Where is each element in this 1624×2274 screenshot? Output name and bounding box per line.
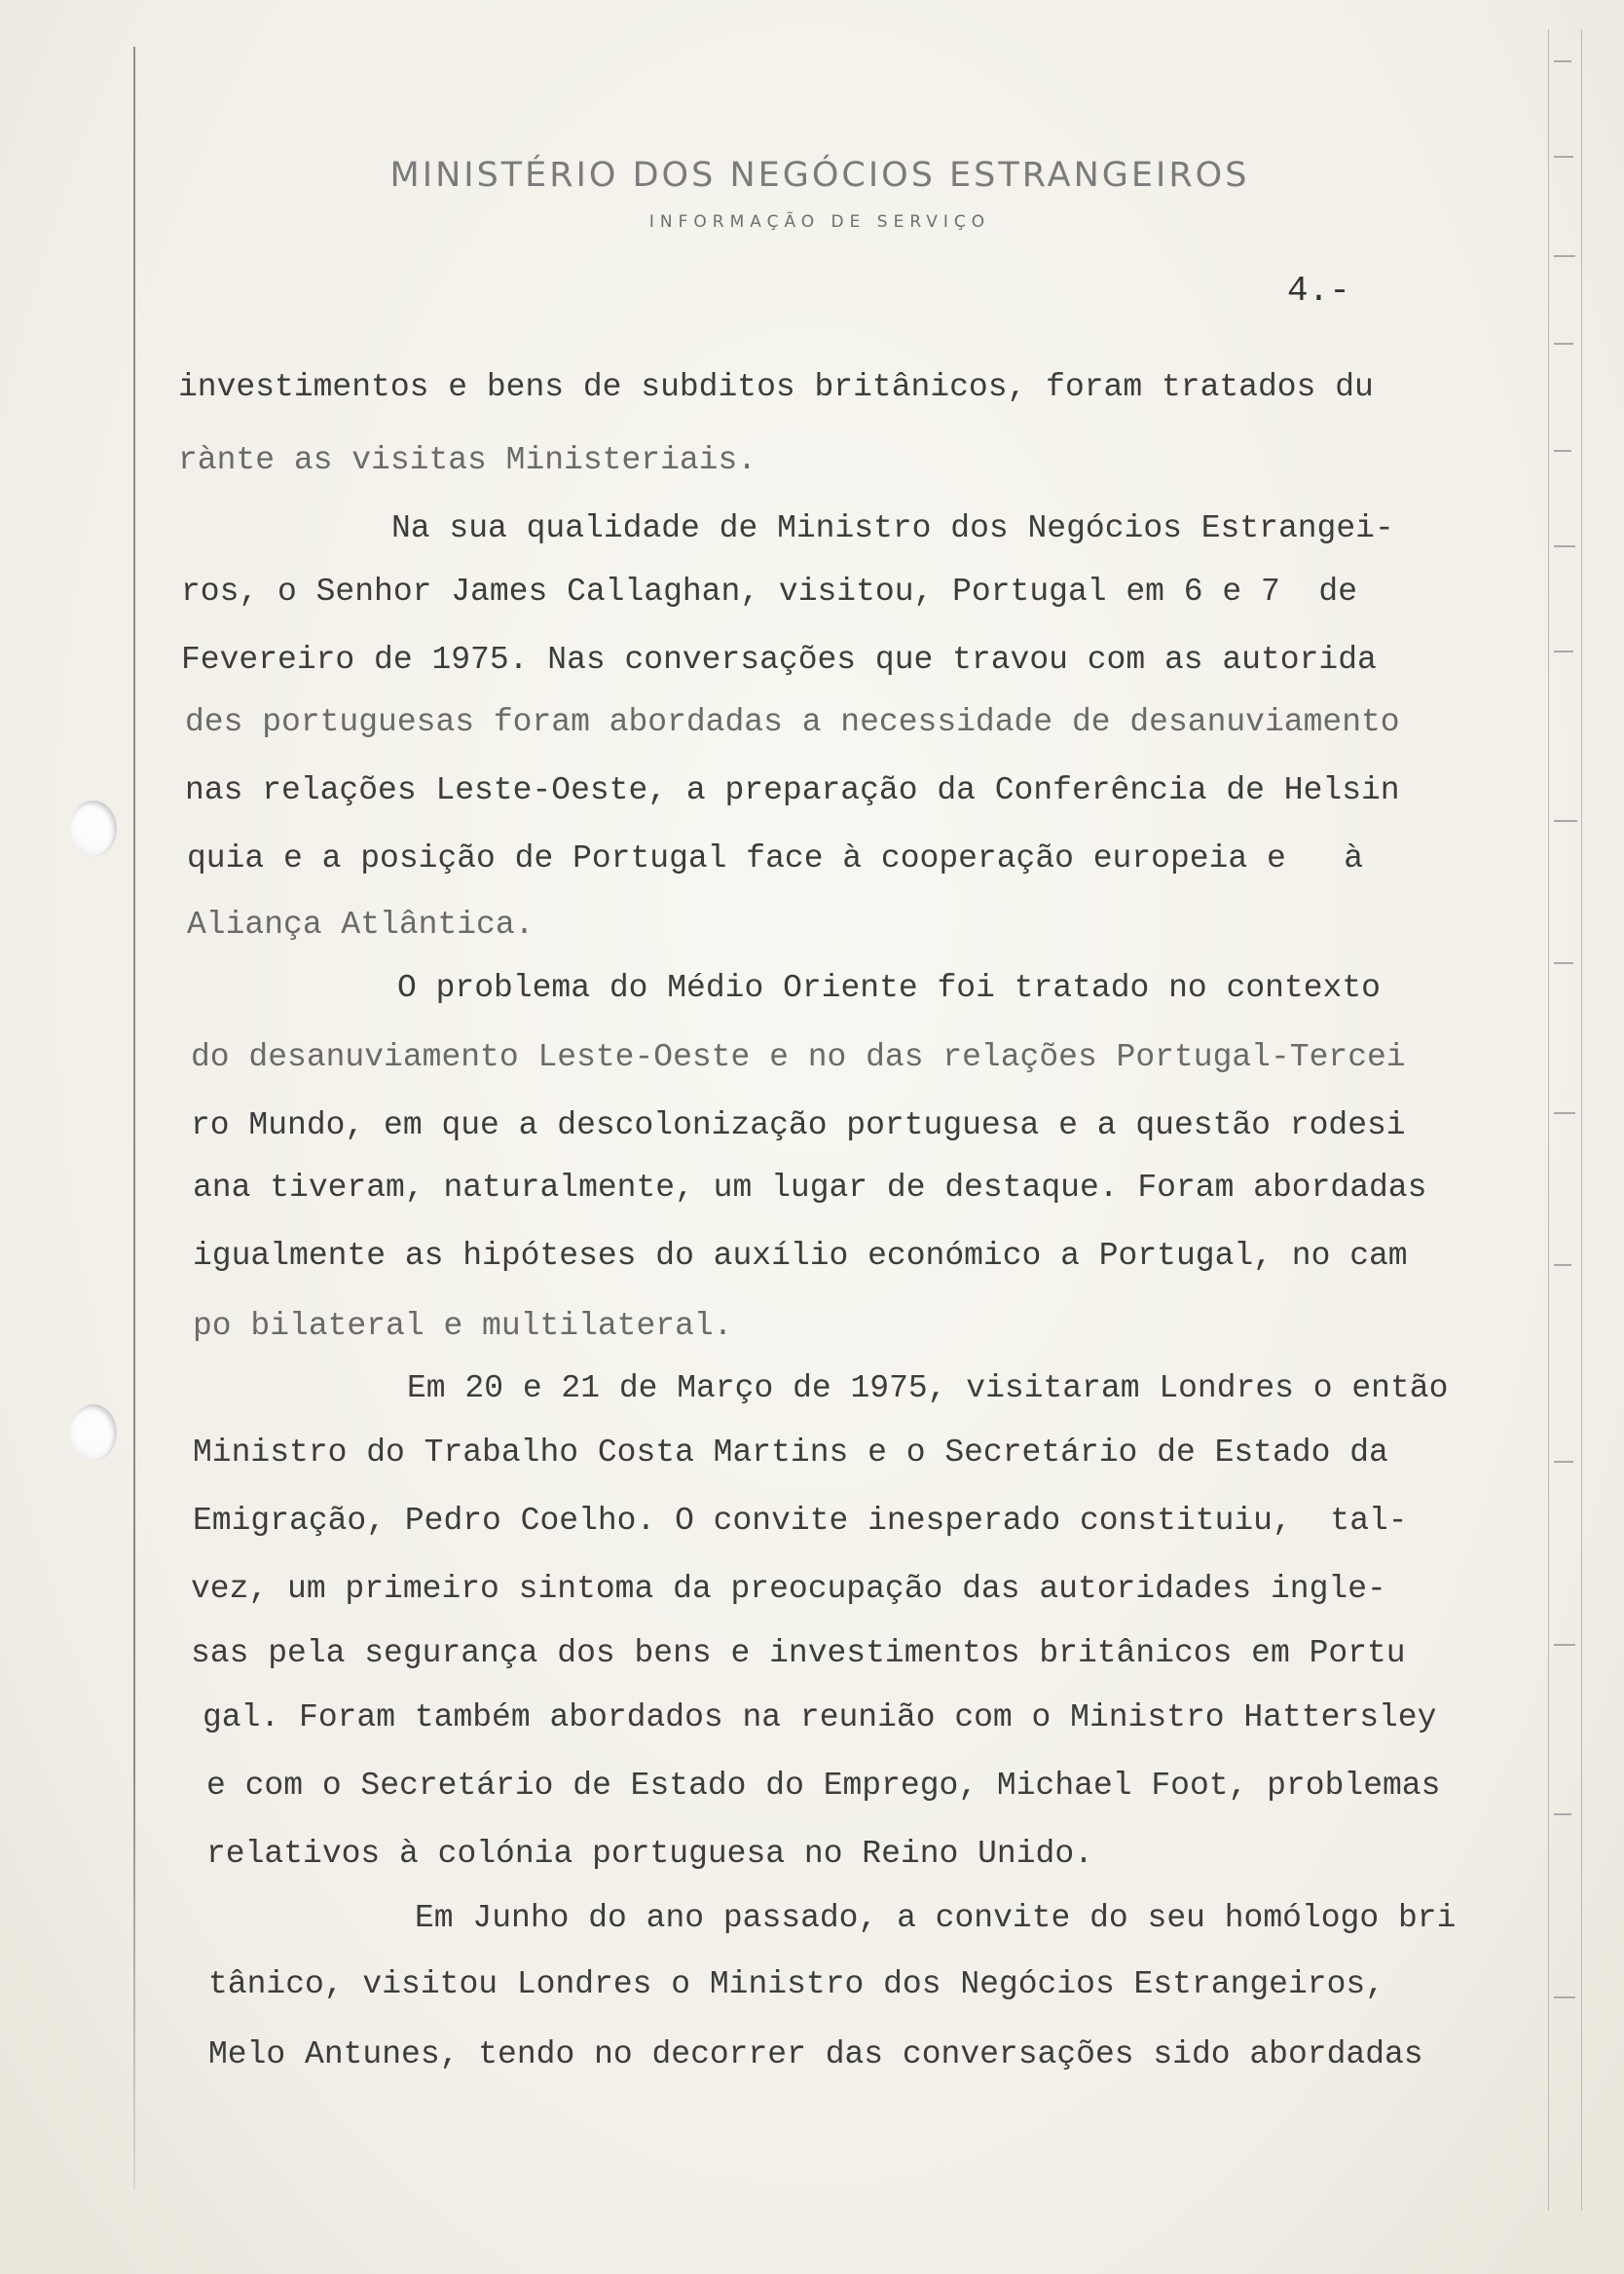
text-line: igualmente as hipóteses do auxílio económico a Portugal, no cam xyxy=(193,1238,1408,1274)
letterhead-subtitle: INFORMAÇÃO DE SERVIÇO xyxy=(648,212,991,232)
text-line: vez, um primeiro sintoma da preocupação das autoridades ingle- xyxy=(191,1571,1386,1607)
text-line: relativos à colónia portuguesa no Reino Unido. xyxy=(206,1836,1093,1872)
text-line: des portuguesas foram abordadas a necessidade de desanuviamento xyxy=(185,704,1400,740)
text-line: investimentos e bens de subditos britânicos, foram tratados du xyxy=(178,369,1374,405)
text-line: do desanuviamento Leste-Oeste e no das relações Portugal-Tercei xyxy=(191,1039,1406,1075)
text-line: nas relações Leste-Oeste, a preparação da Conferência de Helsin xyxy=(185,772,1400,808)
punch-hole-bottom xyxy=(70,1404,117,1461)
text-line: ana tiveram, naturalmente, um lugar de destaque. Foram abordadas xyxy=(193,1170,1427,1206)
left-margin-rule xyxy=(133,47,135,2189)
text-line: Emigração, Pedro Coelho. O convite inesperado constituiu, tal- xyxy=(193,1503,1408,1539)
text-line: ro Mundo, em que a descolonização portuguesa e a questão rodesi xyxy=(191,1107,1406,1143)
binder-edge-marks xyxy=(1531,0,1624,2274)
text-line: O problema do Médio Oriente foi tratado no contexto xyxy=(397,970,1381,1006)
punch-hole-top xyxy=(70,801,117,857)
text-line: ros, o Senhor James Callaghan, visitou, Portugal em 6 e 7 de xyxy=(181,574,1357,610)
text-line: tânico, visitou Londres o Ministro dos Negócios Estrangeiros, xyxy=(208,1966,1384,2002)
text-line: po bilateral e multilateral. xyxy=(193,1308,733,1344)
text-line: Ministro do Trabalho Costa Martins e o Secretário de Estado da xyxy=(193,1435,1388,1471)
text-line: Melo Antunes, tendo no decorrer das conversações sido abordadas xyxy=(208,2036,1423,2072)
text-line: quia e a posição de Portugal face à cooperação europeia e à xyxy=(187,840,1363,876)
text-line: sas pela segurança dos bens e investimentos britânicos em Portu xyxy=(191,1635,1406,1671)
text-line: Fevereiro de 1975. Nas conversações que travou com as autorida xyxy=(181,642,1377,678)
text-line: e com o Secretário de Estado do Emprego, Michael Foot, problemas xyxy=(206,1768,1441,1804)
text-line: Em 20 e 21 de Março de 1975, visitaram Londres o então xyxy=(407,1370,1449,1406)
text-line: Na sua qualidade de Ministro dos Negócios Estrangei- xyxy=(391,510,1394,546)
text-line: Aliança Atlântica. xyxy=(187,907,535,943)
text-line: gal. Foram também abordados na reunião com o Ministro Hattersley xyxy=(203,1699,1437,1735)
text-line: rànte as visitas Ministeriais. xyxy=(178,442,757,478)
page-number: 4.- xyxy=(1287,271,1350,311)
letterhead-title: MINISTÉRIO DOS NEGÓCIOS ESTRANGEIROS xyxy=(389,156,1250,195)
text-line: Em Junho do ano passado, a convite do seu homólogo bri xyxy=(415,1900,1457,1936)
